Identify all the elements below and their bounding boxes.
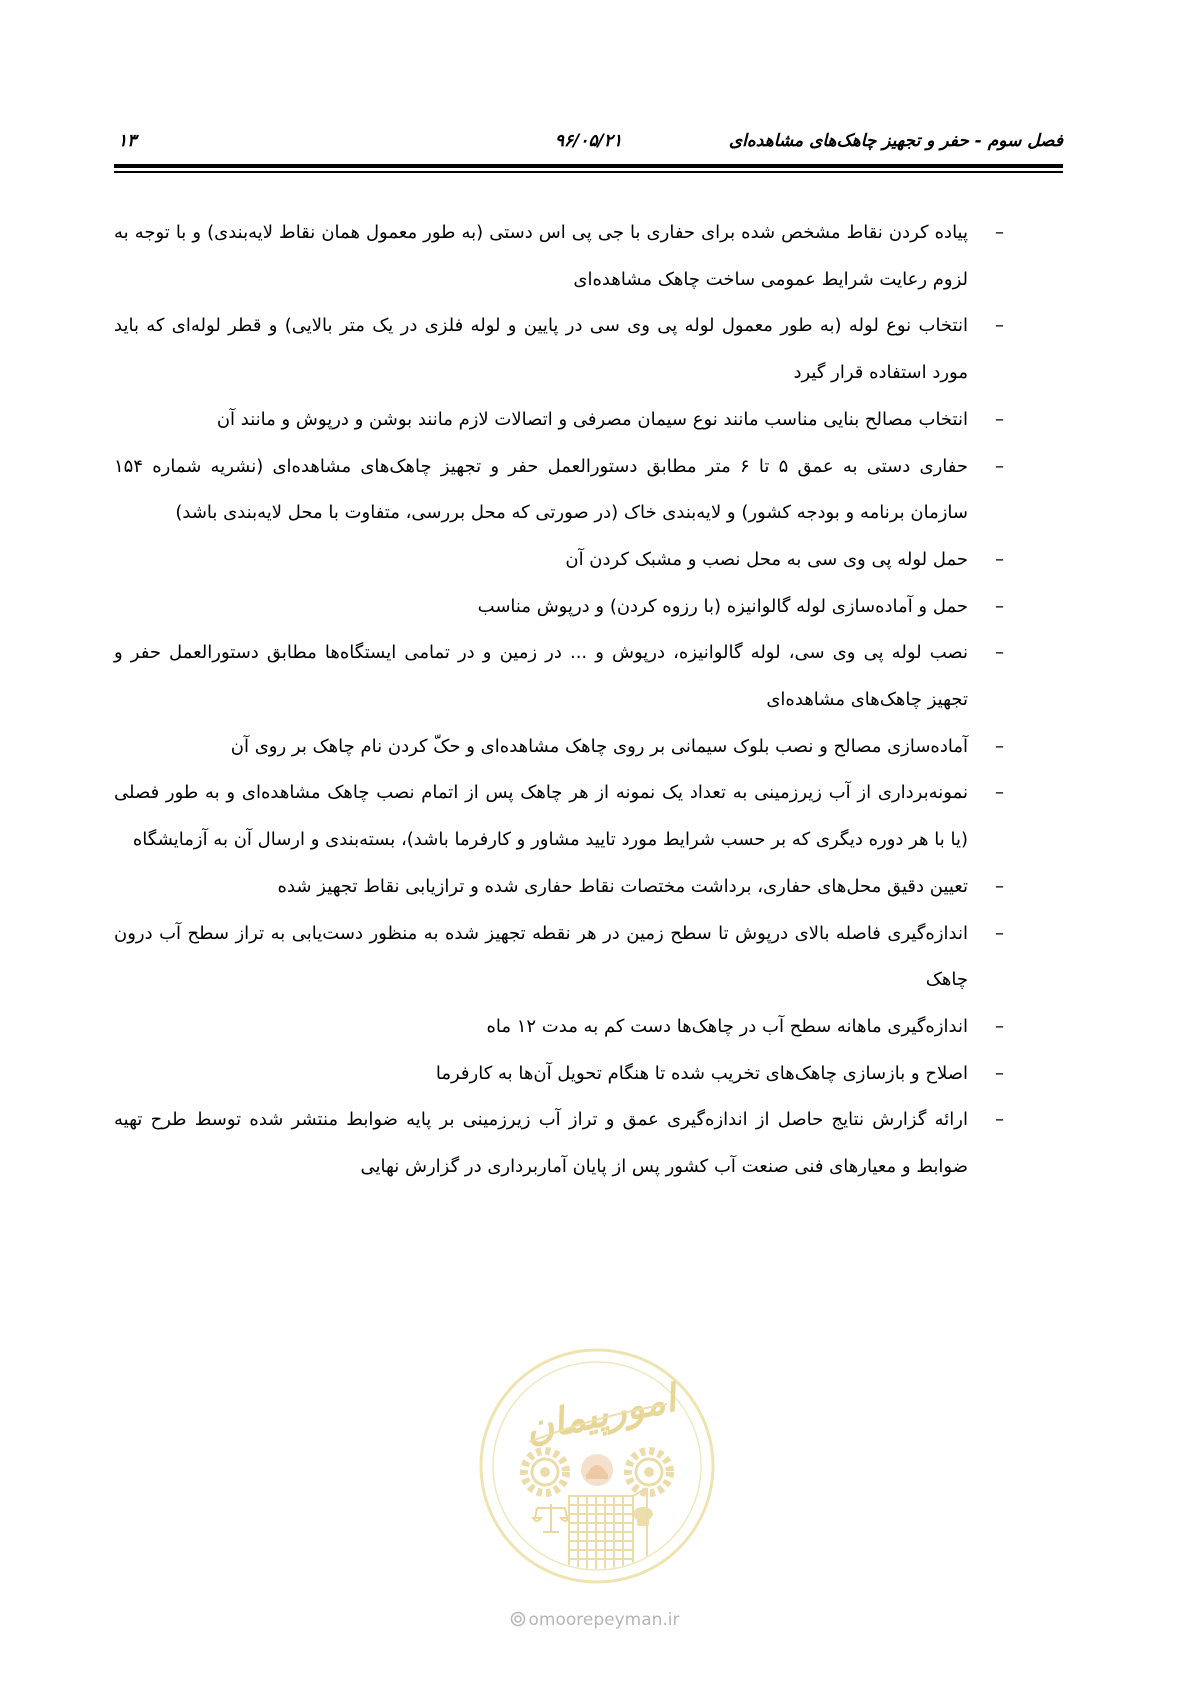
list-item <box>114 303 1004 396</box>
list-item <box>114 210 1004 303</box>
list-item <box>114 397 1004 444</box>
list-item-text: انتخاب مصالح بنایی مناسب مانند نوع سیمان مصرفی و اتصالات لازم مانند بوشن و درپوش و مانند آن <box>216 408 968 430</box>
list-item-text: نمونه‌برداری از آب زیرزمینی به تعداد یک نمونه از هر چاهک پس از اتمام نصب چاهک مشاهده‌ای و به طور فصلی (یا با هر دوره دیگری که بر حسب شرایط مورد تایید مشاور و کارفرما باشد)، بسته‌بندی و ارسال آن به آزمایشگاه <box>114 782 968 851</box>
gear-icon <box>628 1451 670 1493</box>
bullet-dash: – <box>995 1015 1004 1037</box>
center-emblem-icon <box>581 1454 613 1486</box>
list-item <box>114 630 1004 723</box>
list-item-text: پیاده کردن نقاط مشخص شده برای حفاری با جی پی اس دستی (به طور معمول همان نقاط لایه‌بندی) و با توجه به لزوم رعایت شرایط عمومی ساخت چاهک مشاهده‌ای <box>114 222 968 290</box>
hand-icon <box>633 1507 653 1526</box>
bullet-dash: – <box>995 455 1004 477</box>
list-item-text: اندازه‌گیری ماهانه سطح آب در چاهک‌ها دست کم به مدت ۱۲ ماه <box>486 1015 968 1037</box>
list-item <box>114 864 1004 911</box>
list-item-text: ارائه گزارش نتایج حاصل از اندازه‌گیری عمق و تراز آب زیرزمینی بر پایه ضوابط منتشر شده توسط طرح تهیه ضوابط و معیارهای فنی صنعت آب کشور پس از پایان آماربرداری در گزارش نهایی <box>114 1109 968 1178</box>
chapter-title: فصل سوم - حفر و تجهیز چاهک‌های مشاهده‌ای <box>728 131 1063 151</box>
header-date: ۹۶/۰۵/۲۱ <box>554 131 623 151</box>
bullet-dash: – <box>995 922 1004 944</box>
list-item-text: نصب لوله پی وی سی، لوله گالوانیزه، درپوش و ... در زمین و در تمامی ایستگاه‌ها مطابق دستورالعمل حفر و تجهیز چاهک‌های مشاهده‌ای <box>114 642 968 711</box>
list-item <box>114 770 1004 863</box>
bullet-dash: – <box>995 735 1004 757</box>
list-item-text: حفاری دستی به عمق ۵ تا ۶ متر مطابق دستورالعمل حفر و تجهیز چاهک‌های مشاهده‌ای (نشریه شماره ۱۵۴ سازمان برنامه و بودجه کشور) و لایه‌بندی خاک (در صورتی که محل بررسی، متفاوت با محل لایه‌بندی باشد) <box>114 455 969 524</box>
watermark-logo <box>477 1346 717 1586</box>
watermark-website <box>0 1606 1190 1634</box>
list-item <box>114 1051 1004 1098</box>
list-item-text: آماده‌سازی مصالح و نصب بلوک سیمانی بر روی چاهک مشاهده‌ای و حکّ کردن نام چاهک بر روی آن <box>230 735 968 757</box>
list-item <box>114 584 1004 631</box>
header-rule-thin <box>114 171 1063 173</box>
bullet-dash: – <box>995 875 1004 897</box>
scale-icon <box>533 1504 569 1532</box>
logo-text: امورپیمان <box>521 1375 680 1451</box>
running-header <box>114 126 1063 156</box>
list-item-text: حمل و آماده‌سازی لوله گالوانیزه (با رزوه کردن) و درپوش مناسب <box>477 595 968 617</box>
bullet-dash: – <box>995 315 1004 337</box>
page-number: ۱۳ <box>118 131 137 151</box>
list-item <box>114 1004 1004 1051</box>
bullet-dash: – <box>995 222 1004 243</box>
list-item <box>114 444 1004 537</box>
site-logo-icon <box>510 1611 526 1627</box>
list-item-text: تعیین دقیق محل‌های حفاری، برداشت مختصات نقاط حفاری شده و ترازیابی نقاط تجهیز شده <box>277 875 968 897</box>
bullet-dash: – <box>995 782 1004 804</box>
list-item <box>114 724 1004 771</box>
bullet-dash: – <box>995 408 1004 430</box>
header-rule-thick <box>114 164 1063 168</box>
list-item-text: حمل لوله پی وی سی به محل نصب و مشبک کردن آن <box>565 548 968 570</box>
list-item <box>114 911 1004 1004</box>
bullet-dash: – <box>995 595 1004 617</box>
task-list <box>114 210 1004 1191</box>
list-item <box>114 537 1004 584</box>
list-item <box>114 1097 1004 1190</box>
bullet-dash: – <box>995 1062 1004 1084</box>
bullet-dash: – <box>995 548 1004 570</box>
list-item-text: اصلاح و بازسازی چاهک‌های تخریب شده تا هنگام تحویل آن‌ها به کارفرما <box>435 1062 968 1084</box>
website-url: omoorepeyman.ir <box>528 1610 680 1630</box>
bullet-dash: – <box>995 642 1004 664</box>
list-item-text: اندازه‌گیری فاصله بالای درپوش تا سطح زمین در هر نقطه تجهیز شده به منظور دست‌یابی به تراز سطح آب درون چاهک <box>114 922 968 991</box>
gear-icon <box>524 1451 566 1493</box>
list-item-text: انتخاب نوع لوله (به طور معمول لوله پی وی سی در پایین و لوله فلزی در یک متر بالایی) و قطر لوله‌ای که باید مورد استفاده قرار گیرد <box>114 315 968 384</box>
bullet-dash: – <box>995 1109 1004 1131</box>
